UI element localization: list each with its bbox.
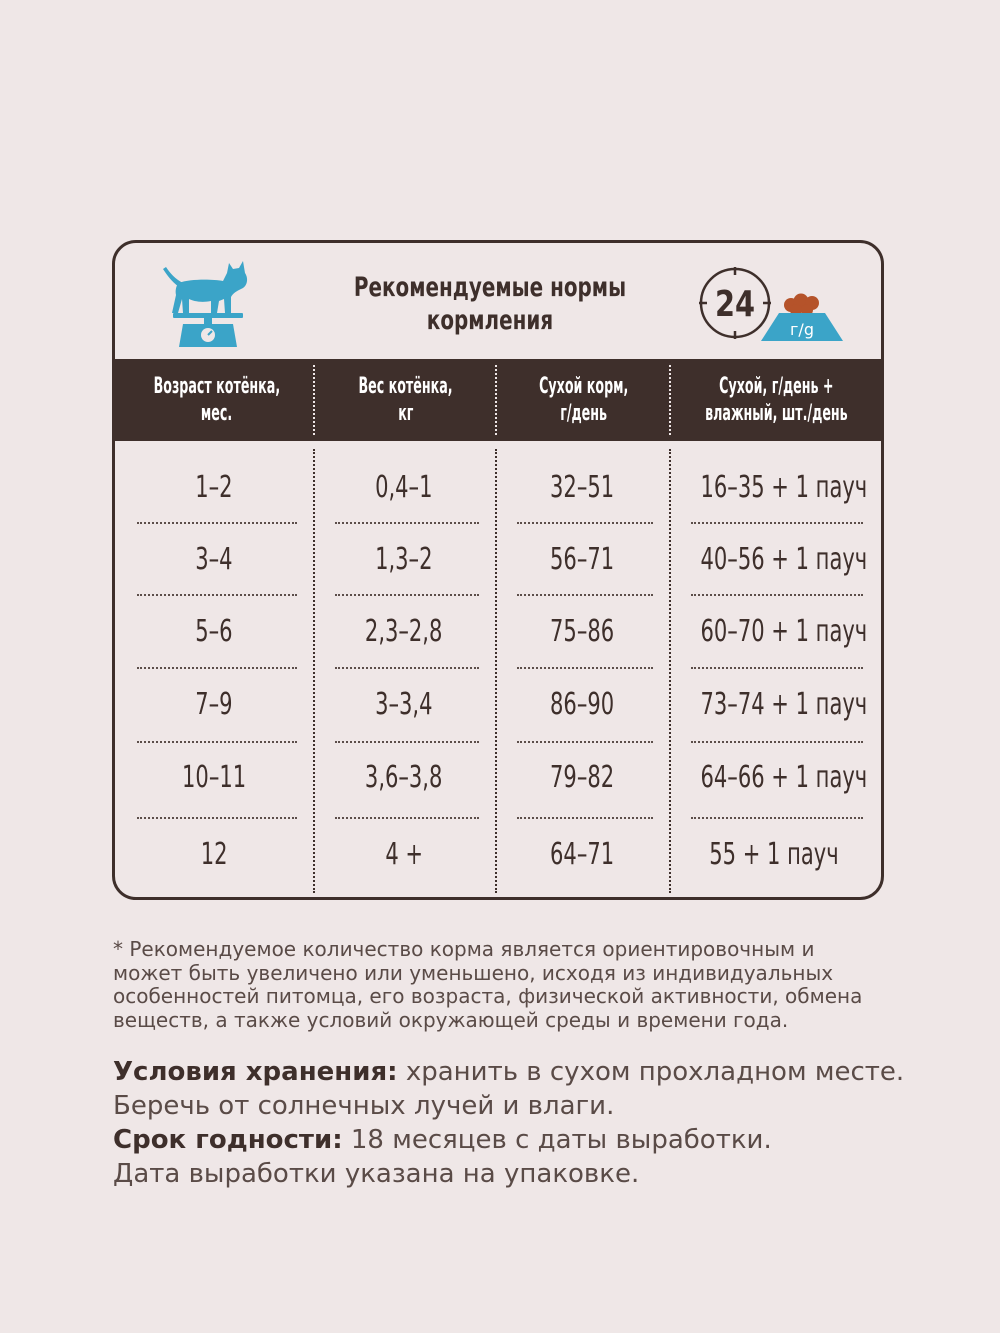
cell-weight: 4 +	[385, 837, 423, 872]
cell-weight: 3,6–3,8	[365, 760, 443, 795]
feeding-table-card	[112, 240, 884, 900]
column-header-weight: Вес котёнка, кг	[358, 374, 454, 426]
row-divider	[691, 817, 863, 819]
cell-weight: 3–3,4	[375, 687, 433, 722]
storage-conditions-label: Условия хранения:	[113, 1057, 398, 1087]
header-divider	[313, 365, 315, 435]
row-divider	[335, 741, 479, 743]
cell-dry-wet: 16–35 + 1 пауч	[700, 470, 868, 505]
cell-dry-food: 75–86	[549, 614, 615, 649]
storage-conditions-text2: Беречь от солнечных лучей и влаги.	[113, 1091, 615, 1121]
storage-conditions-text: хранить в сухом прохладном месте.	[397, 1057, 905, 1087]
footnote-line: * Рекомендуемое количество корма является ориентировочным и	[113, 937, 815, 961]
cell-age: 10–11	[181, 760, 247, 795]
shelf-life-text: 18 месяцев с даты выработки.	[342, 1125, 772, 1155]
shelf-life-label: Срок годности:	[113, 1125, 343, 1155]
cell-weight: 0,4–1	[375, 470, 433, 505]
row-divider	[137, 741, 297, 743]
cell-dry-wet: 60–70 + 1 пауч	[700, 614, 868, 649]
cell-age: 1–2	[195, 470, 233, 505]
cell-dry-wet: 55 + 1 пауч	[709, 837, 839, 872]
row-divider	[691, 741, 863, 743]
cell-weight: 1,3–2	[375, 542, 433, 577]
card-title-line1: Рекомендуемые нормы	[353, 272, 627, 303]
cell-age: 5–6	[195, 614, 233, 649]
row-divider	[137, 667, 297, 669]
cell-weight: 2,3–2,8	[365, 614, 443, 649]
cell-dry-food: 86–90	[549, 687, 615, 722]
cell-dry-wet: 40–56 + 1 пауч	[700, 542, 868, 577]
badge-unit: г/g	[790, 320, 814, 339]
food-bowl-icon	[761, 294, 843, 342]
column-divider	[313, 449, 315, 893]
row-divider	[517, 594, 653, 596]
storage-info	[113, 1055, 913, 1191]
cell-dry-wet: 64–66 + 1 пауч	[700, 760, 868, 795]
cat-on-scale-icon	[161, 257, 257, 349]
row-divider	[691, 667, 863, 669]
row-divider	[517, 667, 653, 669]
row-divider	[691, 522, 863, 524]
card-title	[322, 271, 658, 337]
column-divider	[669, 449, 671, 893]
badge-number: 24	[714, 282, 756, 325]
shelf-life	[113, 1123, 913, 1157]
row-divider	[137, 594, 297, 596]
cell-age: 3–4	[195, 542, 233, 577]
header-divider	[669, 365, 671, 435]
column-header-dry-wet: Сухой, г/день + влажный, шт./день	[704, 374, 848, 426]
row-divider	[517, 522, 653, 524]
storage-conditions	[113, 1055, 913, 1089]
column-divider	[495, 449, 497, 893]
shelf-life-text2: Дата выработки указана на упаковке.	[113, 1159, 640, 1189]
row-divider	[691, 594, 863, 596]
card-title-line2: кормления	[426, 305, 554, 336]
row-divider	[137, 522, 297, 524]
cell-dry-food: 64–71	[549, 837, 615, 872]
cell-age: 12	[200, 837, 228, 872]
cell-age: 7–9	[195, 687, 233, 722]
row-divider	[335, 667, 479, 669]
cell-dry-wet: 73–74 + 1 пауч	[700, 687, 868, 722]
row-divider	[335, 594, 479, 596]
footnote	[113, 938, 873, 1032]
footnote-line: может быть увеличено или уменьшено, исходя из индивидуальных	[113, 960, 834, 985]
row-divider	[517, 741, 653, 743]
row-divider	[335, 817, 479, 819]
row-divider	[517, 817, 653, 819]
cell-dry-food: 79–82	[549, 760, 615, 795]
row-divider	[335, 522, 479, 524]
daily-portion-badge	[697, 265, 849, 345]
header-divider	[495, 365, 497, 435]
cell-dry-food: 32–51	[549, 470, 615, 505]
24-hour-clock-icon	[699, 267, 771, 339]
card-header	[115, 243, 881, 359]
cell-dry-food: 56–71	[549, 542, 615, 577]
footnote-line: веществ, а также условий окружающей среды и времени года.	[113, 1007, 789, 1032]
table-header-row	[115, 359, 881, 441]
row-divider	[137, 817, 297, 819]
column-header-age: Возраст котёнка, мес.	[153, 374, 281, 426]
column-header-dry-food: Сухой корм, г/день	[539, 374, 629, 426]
footnote-line: особенностей питомца, его возраста, физической активности, обмена	[113, 984, 863, 1008]
